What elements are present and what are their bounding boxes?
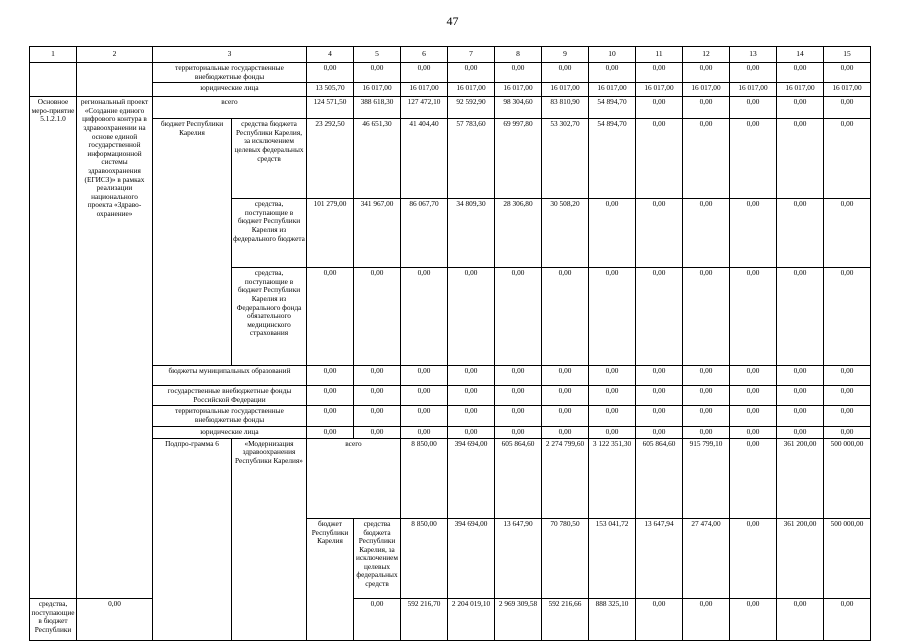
value-cell: 0,00 — [495, 366, 542, 386]
value-cell: 0,00 — [636, 268, 683, 366]
value-cell: 124 571,50 — [307, 97, 354, 119]
value-cell: 54 894,70 — [589, 97, 636, 119]
value-cell: 92 592,90 — [448, 97, 495, 119]
value-cell: 16 017,00 — [495, 83, 542, 97]
value-cell: 0,00 — [448, 63, 495, 83]
value-cell: 0,00 — [354, 599, 401, 641]
column-header: 9 — [542, 47, 589, 63]
table-row — [30, 438, 871, 518]
empty-cell — [30, 63, 77, 97]
value-cell: 0,00 — [401, 366, 448, 386]
value-cell: 0,00 — [824, 97, 871, 119]
value-cell: 0,00 — [683, 199, 730, 268]
value-cell: 0,00 — [636, 599, 683, 641]
value-cell: 0,00 — [683, 599, 730, 641]
value-cell: 16 017,00 — [824, 83, 871, 97]
value-cell: 16 017,00 — [542, 83, 589, 97]
value-cell: 0,00 — [307, 268, 354, 366]
value-cell: 0,00 — [542, 406, 589, 426]
value-cell: 8 850,00 — [401, 438, 448, 518]
value-cell: 0,00 — [824, 599, 871, 641]
table-row — [30, 366, 871, 386]
column-header: 6 — [401, 47, 448, 63]
value-cell: 69 997,80 — [495, 119, 542, 199]
budget-table — [29, 46, 871, 641]
value-cell: 0,00 — [589, 268, 636, 366]
value-cell: 0,00 — [307, 386, 354, 406]
source-label: юридические лица — [153, 83, 307, 97]
value-cell: 605 864,60 — [495, 438, 542, 518]
value-cell: 0,00 — [777, 199, 824, 268]
column-header: 14 — [777, 47, 824, 63]
program-code: Подпро-грамма 6 — [153, 438, 232, 641]
value-cell: 0,00 — [683, 268, 730, 366]
value-cell: 388 618,30 — [354, 97, 401, 119]
value-cell: 0,00 — [636, 119, 683, 199]
value-cell: 54 894,70 — [589, 119, 636, 199]
value-cell: 23 292,50 — [307, 119, 354, 199]
value-cell: 0,00 — [542, 426, 589, 438]
value-cell: 41 404,40 — [401, 119, 448, 199]
column-header: 11 — [636, 47, 683, 63]
value-cell: 16 017,00 — [683, 83, 730, 97]
table-row — [30, 406, 871, 426]
value-cell: 0,00 — [730, 119, 777, 199]
value-cell: 0,00 — [354, 366, 401, 386]
source-label: всего — [153, 97, 307, 119]
value-cell: 0,00 — [777, 63, 824, 83]
value-cell: 0,00 — [401, 268, 448, 366]
value-cell: 0,00 — [495, 63, 542, 83]
value-cell: 16 017,00 — [589, 83, 636, 97]
source-label: всего — [307, 438, 401, 518]
column-header: 8 — [495, 47, 542, 63]
value-cell: 16 017,00 — [354, 83, 401, 97]
page-number: 47 — [446, 14, 459, 28]
value-cell: 0,00 — [542, 268, 589, 366]
value-cell: 0,00 — [730, 406, 777, 426]
value-cell: 101 279,00 — [307, 199, 354, 268]
table-row — [30, 119, 871, 199]
value-cell: 46 651,30 — [354, 119, 401, 199]
source-sublabel: средства, поступающие в бюджет Республики — [30, 599, 77, 641]
column-header: 7 — [448, 47, 495, 63]
value-cell: 0,00 — [730, 426, 777, 438]
value-cell: 0,00 — [77, 599, 153, 641]
value-cell: 0,00 — [495, 426, 542, 438]
source-sublabel: средства бюджета Республики Карелия, за исключением целевых федеральных средств — [354, 518, 401, 598]
value-cell: 0,00 — [824, 63, 871, 83]
value-cell: 0,00 — [354, 268, 401, 366]
value-cell: 0,00 — [777, 119, 824, 199]
value-cell: 592 216,70 — [401, 599, 448, 641]
value-cell: 0,00 — [730, 199, 777, 268]
value-cell: 915 799,10 — [683, 438, 730, 518]
value-cell: 394 694,00 — [448, 438, 495, 518]
value-cell: 70 780,50 — [542, 518, 589, 598]
value-cell: 0,00 — [636, 63, 683, 83]
measure-code: Основное меро-приятие 5.1.2.1.0 — [30, 97, 77, 599]
value-cell: 361 200,00 — [777, 438, 824, 518]
column-header: 4 — [307, 47, 354, 63]
value-cell: 605 864,60 — [636, 438, 683, 518]
value-cell: 0,00 — [730, 97, 777, 119]
value-cell: 0,00 — [683, 63, 730, 83]
value-cell: 0,00 — [307, 63, 354, 83]
value-cell: 28 306,80 — [495, 199, 542, 268]
value-cell: 27 474,00 — [683, 518, 730, 598]
column-header: 3 — [153, 47, 307, 63]
value-cell: 0,00 — [730, 268, 777, 366]
value-cell: 0,00 — [589, 199, 636, 268]
value-cell: 127 472,10 — [401, 97, 448, 119]
value-cell: 0,00 — [683, 406, 730, 426]
value-cell: 2 274 799,60 — [542, 438, 589, 518]
value-cell: 2 204 019,10 — [448, 599, 495, 641]
value-cell: 0,00 — [589, 63, 636, 83]
table-row — [30, 386, 871, 406]
value-cell: 0,00 — [542, 63, 589, 83]
value-cell: 500 000,00 — [824, 518, 871, 598]
value-cell: 13 647,94 — [636, 518, 683, 598]
value-cell: 0,00 — [777, 406, 824, 426]
value-cell: 0,00 — [589, 406, 636, 426]
column-header: 5 — [354, 47, 401, 63]
value-cell: 341 967,00 — [354, 199, 401, 268]
value-cell: 0,00 — [683, 386, 730, 406]
value-cell: 16 017,00 — [401, 83, 448, 97]
value-cell: 2 969 309,58 — [495, 599, 542, 641]
value-cell: 0,00 — [636, 406, 683, 426]
source-label: территориальные государственные внебюджетные фонды — [153, 63, 307, 83]
value-cell: 16 017,00 — [730, 83, 777, 97]
column-header: 2 — [77, 47, 153, 63]
value-cell: 0,00 — [777, 599, 824, 641]
value-cell: 394 694,00 — [448, 518, 495, 598]
value-cell: 0,00 — [354, 63, 401, 83]
value-cell: 57 783,60 — [448, 119, 495, 199]
column-header: 1 — [30, 47, 77, 63]
table-row — [30, 83, 871, 97]
value-cell: 0,00 — [683, 97, 730, 119]
value-cell: 0,00 — [824, 426, 871, 438]
value-cell: 0,00 — [636, 386, 683, 406]
value-cell: 0,00 — [354, 386, 401, 406]
value-cell: 0,00 — [307, 406, 354, 426]
value-cell: 0,00 — [495, 268, 542, 366]
source-label: бюджеты муниципальных образований — [153, 366, 307, 386]
value-cell: 500 000,00 — [824, 438, 871, 518]
source-label: территориальные государственные внебюджетные фонды — [153, 406, 307, 426]
value-cell: 0,00 — [636, 426, 683, 438]
value-cell: 0,00 — [542, 366, 589, 386]
value-cell: 0,00 — [777, 386, 824, 406]
value-cell: 0,00 — [542, 386, 589, 406]
value-cell: 0,00 — [307, 366, 354, 386]
value-cell: 98 304,60 — [495, 97, 542, 119]
value-cell: 0,00 — [495, 406, 542, 426]
value-cell: 0,00 — [824, 268, 871, 366]
value-cell: 0,00 — [636, 97, 683, 119]
value-cell: 16 017,00 — [448, 83, 495, 97]
value-cell: 53 302,70 — [542, 119, 589, 199]
value-cell: 0,00 — [401, 63, 448, 83]
measure-name: региональный проект «Создание единого цифрового контура в здравоохранении на основе единой государственной информационной системы здравоохранения (ЕГИСЗ)» в рамках реализации национального проекта «Здраво-охранение» — [77, 97, 153, 599]
value-cell: 0,00 — [777, 268, 824, 366]
value-cell: 0,00 — [307, 426, 354, 438]
source-label: юридические лица — [153, 426, 307, 438]
value-cell: 0,00 — [448, 386, 495, 406]
value-cell: 592 216,66 — [542, 599, 589, 641]
value-cell: 30 508,20 — [542, 199, 589, 268]
value-cell: 0,00 — [495, 386, 542, 406]
source-sublabel: средства бюджета Республики Карелия, за исключением целевых федеральных средств — [232, 119, 307, 199]
value-cell: 0,00 — [730, 599, 777, 641]
source-label: государственные внебюджетные фонды Российской Федерации — [153, 386, 307, 406]
value-cell: 0,00 — [824, 406, 871, 426]
value-cell: 0,00 — [448, 406, 495, 426]
value-cell: 888 325,10 — [589, 599, 636, 641]
table-row — [30, 47, 871, 63]
value-cell: 0,00 — [824, 199, 871, 268]
source-label: бюджет Республики Карелия — [307, 518, 354, 640]
value-cell: 83 810,90 — [542, 97, 589, 119]
value-cell: 0,00 — [730, 386, 777, 406]
source-sublabel: средства, поступающие в бюджет Республики Карелия из федерального бюджета — [232, 199, 307, 268]
value-cell: 34 809,30 — [448, 199, 495, 268]
value-cell: 0,00 — [589, 426, 636, 438]
value-cell: 0,00 — [824, 366, 871, 386]
value-cell: 153 041,72 — [589, 518, 636, 598]
value-cell: 0,00 — [448, 268, 495, 366]
value-cell: 86 067,70 — [401, 199, 448, 268]
value-cell: 0,00 — [824, 386, 871, 406]
column-header: 10 — [589, 47, 636, 63]
value-cell: 0,00 — [824, 119, 871, 199]
value-cell: 16 017,00 — [636, 83, 683, 97]
value-cell: 0,00 — [401, 426, 448, 438]
value-cell: 13 505,70 — [307, 83, 354, 97]
value-cell: 0,00 — [636, 366, 683, 386]
value-cell: 0,00 — [777, 97, 824, 119]
value-cell: 0,00 — [730, 63, 777, 83]
value-cell: 13 647,90 — [495, 518, 542, 598]
source-label: бюджет Республики Карелия — [153, 119, 232, 366]
value-cell: 3 122 351,30 — [589, 438, 636, 518]
value-cell: 0,00 — [730, 366, 777, 386]
value-cell: 0,00 — [448, 426, 495, 438]
value-cell: 0,00 — [589, 366, 636, 386]
column-header: 15 — [824, 47, 871, 63]
program-name: «Модернизация здравоохранения Республики Карелия» — [232, 438, 307, 641]
value-cell: 0,00 — [777, 366, 824, 386]
value-cell: 0,00 — [777, 426, 824, 438]
value-cell: 0,00 — [730, 438, 777, 518]
value-cell: 0,00 — [354, 406, 401, 426]
column-header: 12 — [683, 47, 730, 63]
table-row — [30, 426, 871, 438]
source-sublabel: средства, поступающие в бюджет Республики Карелия из Федерального фонда обязательного медицинского страхования — [232, 268, 307, 366]
value-cell: 0,00 — [401, 406, 448, 426]
value-cell: 0,00 — [354, 426, 401, 438]
column-header: 13 — [730, 47, 777, 63]
value-cell: 16 017,00 — [777, 83, 824, 97]
value-cell: 0,00 — [589, 386, 636, 406]
table-row — [30, 97, 871, 119]
value-cell: 8 850,00 — [401, 518, 448, 598]
value-cell: 0,00 — [636, 199, 683, 268]
value-cell: 0,00 — [683, 426, 730, 438]
empty-cell — [77, 63, 153, 97]
table-row — [30, 63, 871, 83]
value-cell: 0,00 — [683, 119, 730, 199]
value-cell: 0,00 — [448, 366, 495, 386]
value-cell: 361 200,00 — [777, 518, 824, 598]
value-cell: 0,00 — [401, 386, 448, 406]
value-cell: 0,00 — [683, 366, 730, 386]
value-cell: 0,00 — [730, 518, 777, 598]
